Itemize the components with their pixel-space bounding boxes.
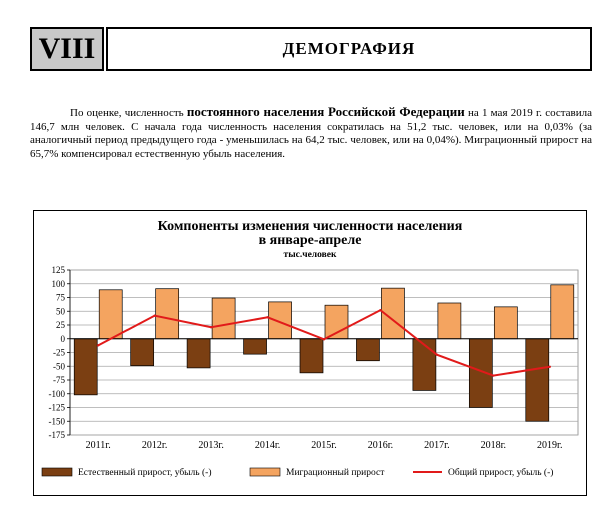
point-total: [266, 316, 268, 318]
point-total: [97, 344, 99, 346]
bar-migration: [494, 307, 517, 339]
x-tick-label: 2011г.: [85, 440, 111, 451]
y-tick-label: -150: [48, 416, 65, 427]
y-tick-label: 125: [51, 265, 65, 275]
y-tick-label: -50: [53, 361, 65, 372]
bar-natural: [187, 339, 210, 368]
x-tick-label: 2017г.: [424, 440, 450, 451]
x-tick-label: 2012г.: [141, 440, 168, 451]
legend-label-migration: Миграционный прирост: [286, 468, 385, 478]
y-tick-label: -75: [53, 375, 65, 385]
plot-area: [49, 265, 579, 451]
intro-paragraph: [30, 105, 592, 161]
y-tick-label: -100: [48, 388, 65, 399]
bar-natural: [356, 339, 379, 361]
bar-migration: [99, 290, 122, 339]
x-tick-label: 2016г.: [367, 440, 394, 451]
x-tick-label: 2018г.: [480, 440, 507, 451]
y-tick-label: 25: [56, 320, 65, 330]
bar-migration: [156, 289, 179, 339]
legend-swatch-natural: [42, 468, 72, 476]
y-tick-label: 100: [51, 278, 65, 289]
section-header: [30, 27, 592, 71]
section-number: VIII: [30, 27, 104, 71]
x-tick-label: 2015г.: [311, 440, 337, 451]
bar-migration: [438, 303, 461, 339]
y-tick-label: -125: [48, 402, 65, 413]
bar-natural: [300, 339, 323, 373]
point-total: [549, 366, 551, 368]
bar-natural: [131, 339, 154, 366]
bar-natural: [526, 339, 549, 422]
point-total: [379, 309, 381, 311]
chart-legend: [42, 467, 553, 478]
bar-natural: [244, 339, 267, 354]
x-tick-label: 2019г.: [537, 440, 563, 451]
point-total: [210, 326, 212, 328]
intro-bold: постоянного населения Российской Федерации: [186, 104, 465, 119]
legend-swatch-migration: [250, 468, 280, 476]
legend-label-natural: Естественный прирост, убыль (-): [78, 468, 212, 478]
y-tick-label: -25: [53, 347, 65, 358]
point-total: [153, 314, 155, 316]
x-tick-label: 2013г.: [198, 440, 224, 451]
bar-migration: [551, 285, 574, 339]
legend-label-total: Общий прирост, убыль (-): [448, 468, 554, 478]
y-tick-label: 50: [56, 306, 65, 317]
bar-migration: [212, 298, 235, 339]
y-tick-label: 75: [56, 292, 65, 303]
point-total: [323, 338, 325, 340]
population-chart: [34, 211, 586, 495]
bar-natural: [74, 339, 97, 395]
y-tick-label: 0: [60, 333, 65, 344]
intro-lead: По оценке, численность: [70, 107, 184, 119]
section-title: ДЕМОГРАФИЯ: [106, 27, 592, 71]
intro-rest: на 1 мая 2019 г. составила 146,7 млн человек. С начала года численность населения сократилась на 51,2 тыс. человек, или на 0,03% (за аналогичный период предыдущего года - уменьшилась на 64,2 тыс. человек, или на 0,04%). Миграционный прирост на 65,7% компенсировал естественную убыль населения.: [30, 107, 593, 160]
chart-frame: [33, 210, 587, 496]
point-total: [492, 374, 494, 376]
y-tick-label: -175: [48, 430, 65, 440]
chart-subtitle: тыс.человек: [283, 250, 337, 260]
chart-title: Компоненты изменения численности населения: [157, 219, 463, 234]
chart-title-line2: в январе-апреле: [258, 233, 362, 248]
x-tick-label: 2014г.: [254, 440, 281, 451]
point-total: [436, 354, 438, 356]
bar-migration: [269, 302, 292, 339]
bar-natural: [413, 339, 436, 391]
